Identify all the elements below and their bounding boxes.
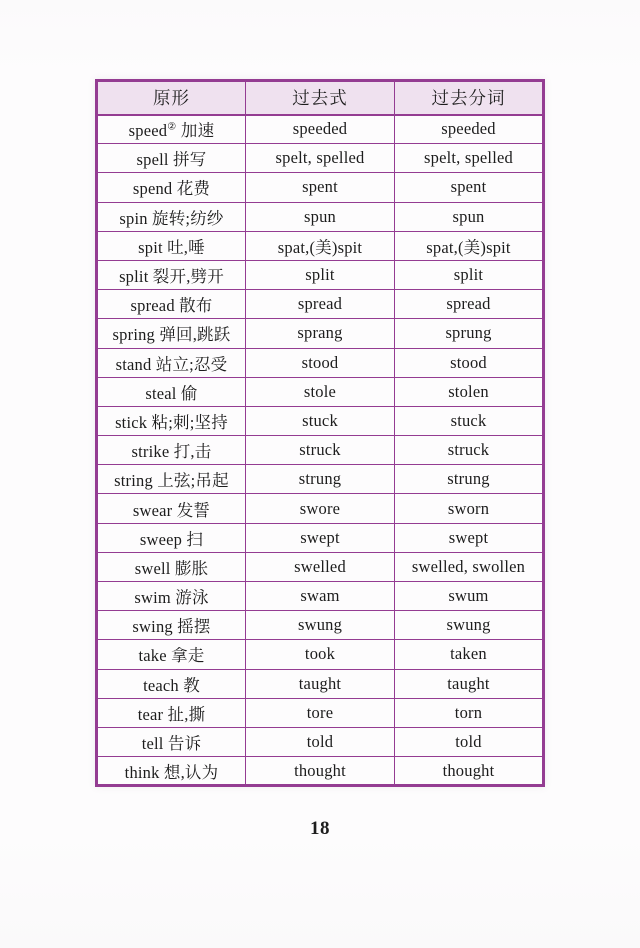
table-row bbox=[97, 582, 544, 611]
page-number: 18 bbox=[310, 818, 330, 840]
table-row bbox=[97, 465, 544, 494]
cell-base-form: strike 打,击 bbox=[97, 436, 246, 465]
cell-past-tense: swam bbox=[246, 582, 395, 611]
header-row bbox=[97, 81, 544, 115]
header-past-participle: 过去分词 bbox=[395, 81, 544, 115]
cell-past-tense: swelled bbox=[246, 552, 395, 581]
cell-past-tense: strung bbox=[246, 465, 395, 494]
cell-past-participle: stolen bbox=[395, 377, 544, 406]
table-row bbox=[97, 552, 544, 581]
table-row bbox=[97, 494, 544, 523]
cell-base-form: spell 拼写 bbox=[97, 144, 246, 173]
cell-past-participle: stood bbox=[395, 348, 544, 377]
irregular-verbs-table bbox=[95, 79, 545, 787]
cell-base-form: swear 发誓 bbox=[97, 494, 246, 523]
page-footer bbox=[0, 818, 640, 840]
cell-past-participle: taught bbox=[395, 669, 544, 698]
cell-base-form: spit 吐,唾 bbox=[97, 231, 246, 260]
header-past-tense: 过去式 bbox=[246, 81, 395, 115]
cell-past-participle: swelled, swollen bbox=[395, 552, 544, 581]
table-row bbox=[97, 115, 544, 144]
cell-past-participle: swum bbox=[395, 582, 544, 611]
cell-past-participle: swung bbox=[395, 611, 544, 640]
cell-past-tense: speeded bbox=[246, 115, 395, 144]
cell-past-participle: thought bbox=[395, 757, 544, 786]
cell-past-participle: speeded bbox=[395, 115, 544, 144]
cell-past-participle: spent bbox=[395, 173, 544, 202]
footnote-marker: ② bbox=[167, 121, 177, 133]
cell-past-tense: swept bbox=[246, 523, 395, 552]
cell-past-participle: torn bbox=[395, 698, 544, 727]
cell-past-tense: stole bbox=[246, 377, 395, 406]
cell-past-participle: spread bbox=[395, 290, 544, 319]
cell-past-tense: swung bbox=[246, 611, 395, 640]
cell-past-tense: swore bbox=[246, 494, 395, 523]
table-row bbox=[97, 173, 544, 202]
cell-past-tense: split bbox=[246, 260, 395, 289]
table-row bbox=[97, 202, 544, 231]
table-header bbox=[97, 81, 544, 115]
cell-past-tense: spun bbox=[246, 202, 395, 231]
cell-past-tense: taught bbox=[246, 669, 395, 698]
table-row bbox=[97, 640, 544, 669]
table-row bbox=[97, 669, 544, 698]
table-row bbox=[97, 523, 544, 552]
cell-past-tense: spent bbox=[246, 173, 395, 202]
cell-past-participle: swept bbox=[395, 523, 544, 552]
table-row bbox=[97, 260, 544, 289]
cell-past-participle: sprung bbox=[395, 319, 544, 348]
cell-base-form: stick 粘;刺;坚持 bbox=[97, 406, 246, 435]
cell-past-tense: stood bbox=[246, 348, 395, 377]
cell-past-participle: struck bbox=[395, 436, 544, 465]
cell-base-form: split 裂开,劈开 bbox=[97, 260, 246, 289]
table-row bbox=[97, 348, 544, 377]
table-row bbox=[97, 406, 544, 435]
cell-past-tense: sprang bbox=[246, 319, 395, 348]
cell-base-form: spend 花费 bbox=[97, 173, 246, 202]
table-row bbox=[97, 144, 544, 173]
cell-past-tense: struck bbox=[246, 436, 395, 465]
cell-past-participle: spat,(美)spit bbox=[395, 231, 544, 260]
cell-base-form: sweep 扫 bbox=[97, 523, 246, 552]
cell-past-participle: spelt, spelled bbox=[395, 144, 544, 173]
cell-past-tense: tore bbox=[246, 698, 395, 727]
cell-past-tense: told bbox=[246, 727, 395, 756]
cell-past-participle: sworn bbox=[395, 494, 544, 523]
cell-past-participle: told bbox=[395, 727, 544, 756]
table-row bbox=[97, 611, 544, 640]
table-row bbox=[97, 290, 544, 319]
cell-base-form: swell 膨胀 bbox=[97, 552, 246, 581]
cell-base-form: stand 站立;忍受 bbox=[97, 348, 246, 377]
cell-base-form: take 拿走 bbox=[97, 640, 246, 669]
cell-base-form: spring 弹回,跳跃 bbox=[97, 319, 246, 348]
cell-base-form: string 上弦;吊起 bbox=[97, 465, 246, 494]
table-body bbox=[97, 115, 544, 786]
cell-base-form: spread 散布 bbox=[97, 290, 246, 319]
cell-past-tense: spread bbox=[246, 290, 395, 319]
cell-base-form: tell 告诉 bbox=[97, 727, 246, 756]
cell-past-tense: took bbox=[246, 640, 395, 669]
cell-past-participle: strung bbox=[395, 465, 544, 494]
table-row bbox=[97, 231, 544, 260]
cell-past-participle: stuck bbox=[395, 406, 544, 435]
cell-base-form: swing 摇摆 bbox=[97, 611, 246, 640]
cell-base-form: think 想,认为 bbox=[97, 757, 246, 786]
table-row bbox=[97, 698, 544, 727]
cell-base-form: steal 偷 bbox=[97, 377, 246, 406]
cell-past-tense: spelt, spelled bbox=[246, 144, 395, 173]
table-row bbox=[97, 727, 544, 756]
cell-past-tense: spat,(美)spit bbox=[246, 231, 395, 260]
table-row bbox=[97, 757, 544, 786]
cell-base-form: teach 教 bbox=[97, 669, 246, 698]
header-base-form: 原形 bbox=[97, 81, 246, 115]
cell-past-participle: spun bbox=[395, 202, 544, 231]
cell-past-tense: thought bbox=[246, 757, 395, 786]
cell-base-form: swim 游泳 bbox=[97, 582, 246, 611]
cell-base-form: spin 旋转;纺纱 bbox=[97, 202, 246, 231]
table-row bbox=[97, 319, 544, 348]
table-row bbox=[97, 436, 544, 465]
cell-base-form: speed② 加速 bbox=[97, 115, 246, 144]
cell-past-participle: split bbox=[395, 260, 544, 289]
cell-past-tense: stuck bbox=[246, 406, 395, 435]
cell-base-form: tear 扯,撕 bbox=[97, 698, 246, 727]
table-row bbox=[97, 377, 544, 406]
cell-past-participle: taken bbox=[395, 640, 544, 669]
